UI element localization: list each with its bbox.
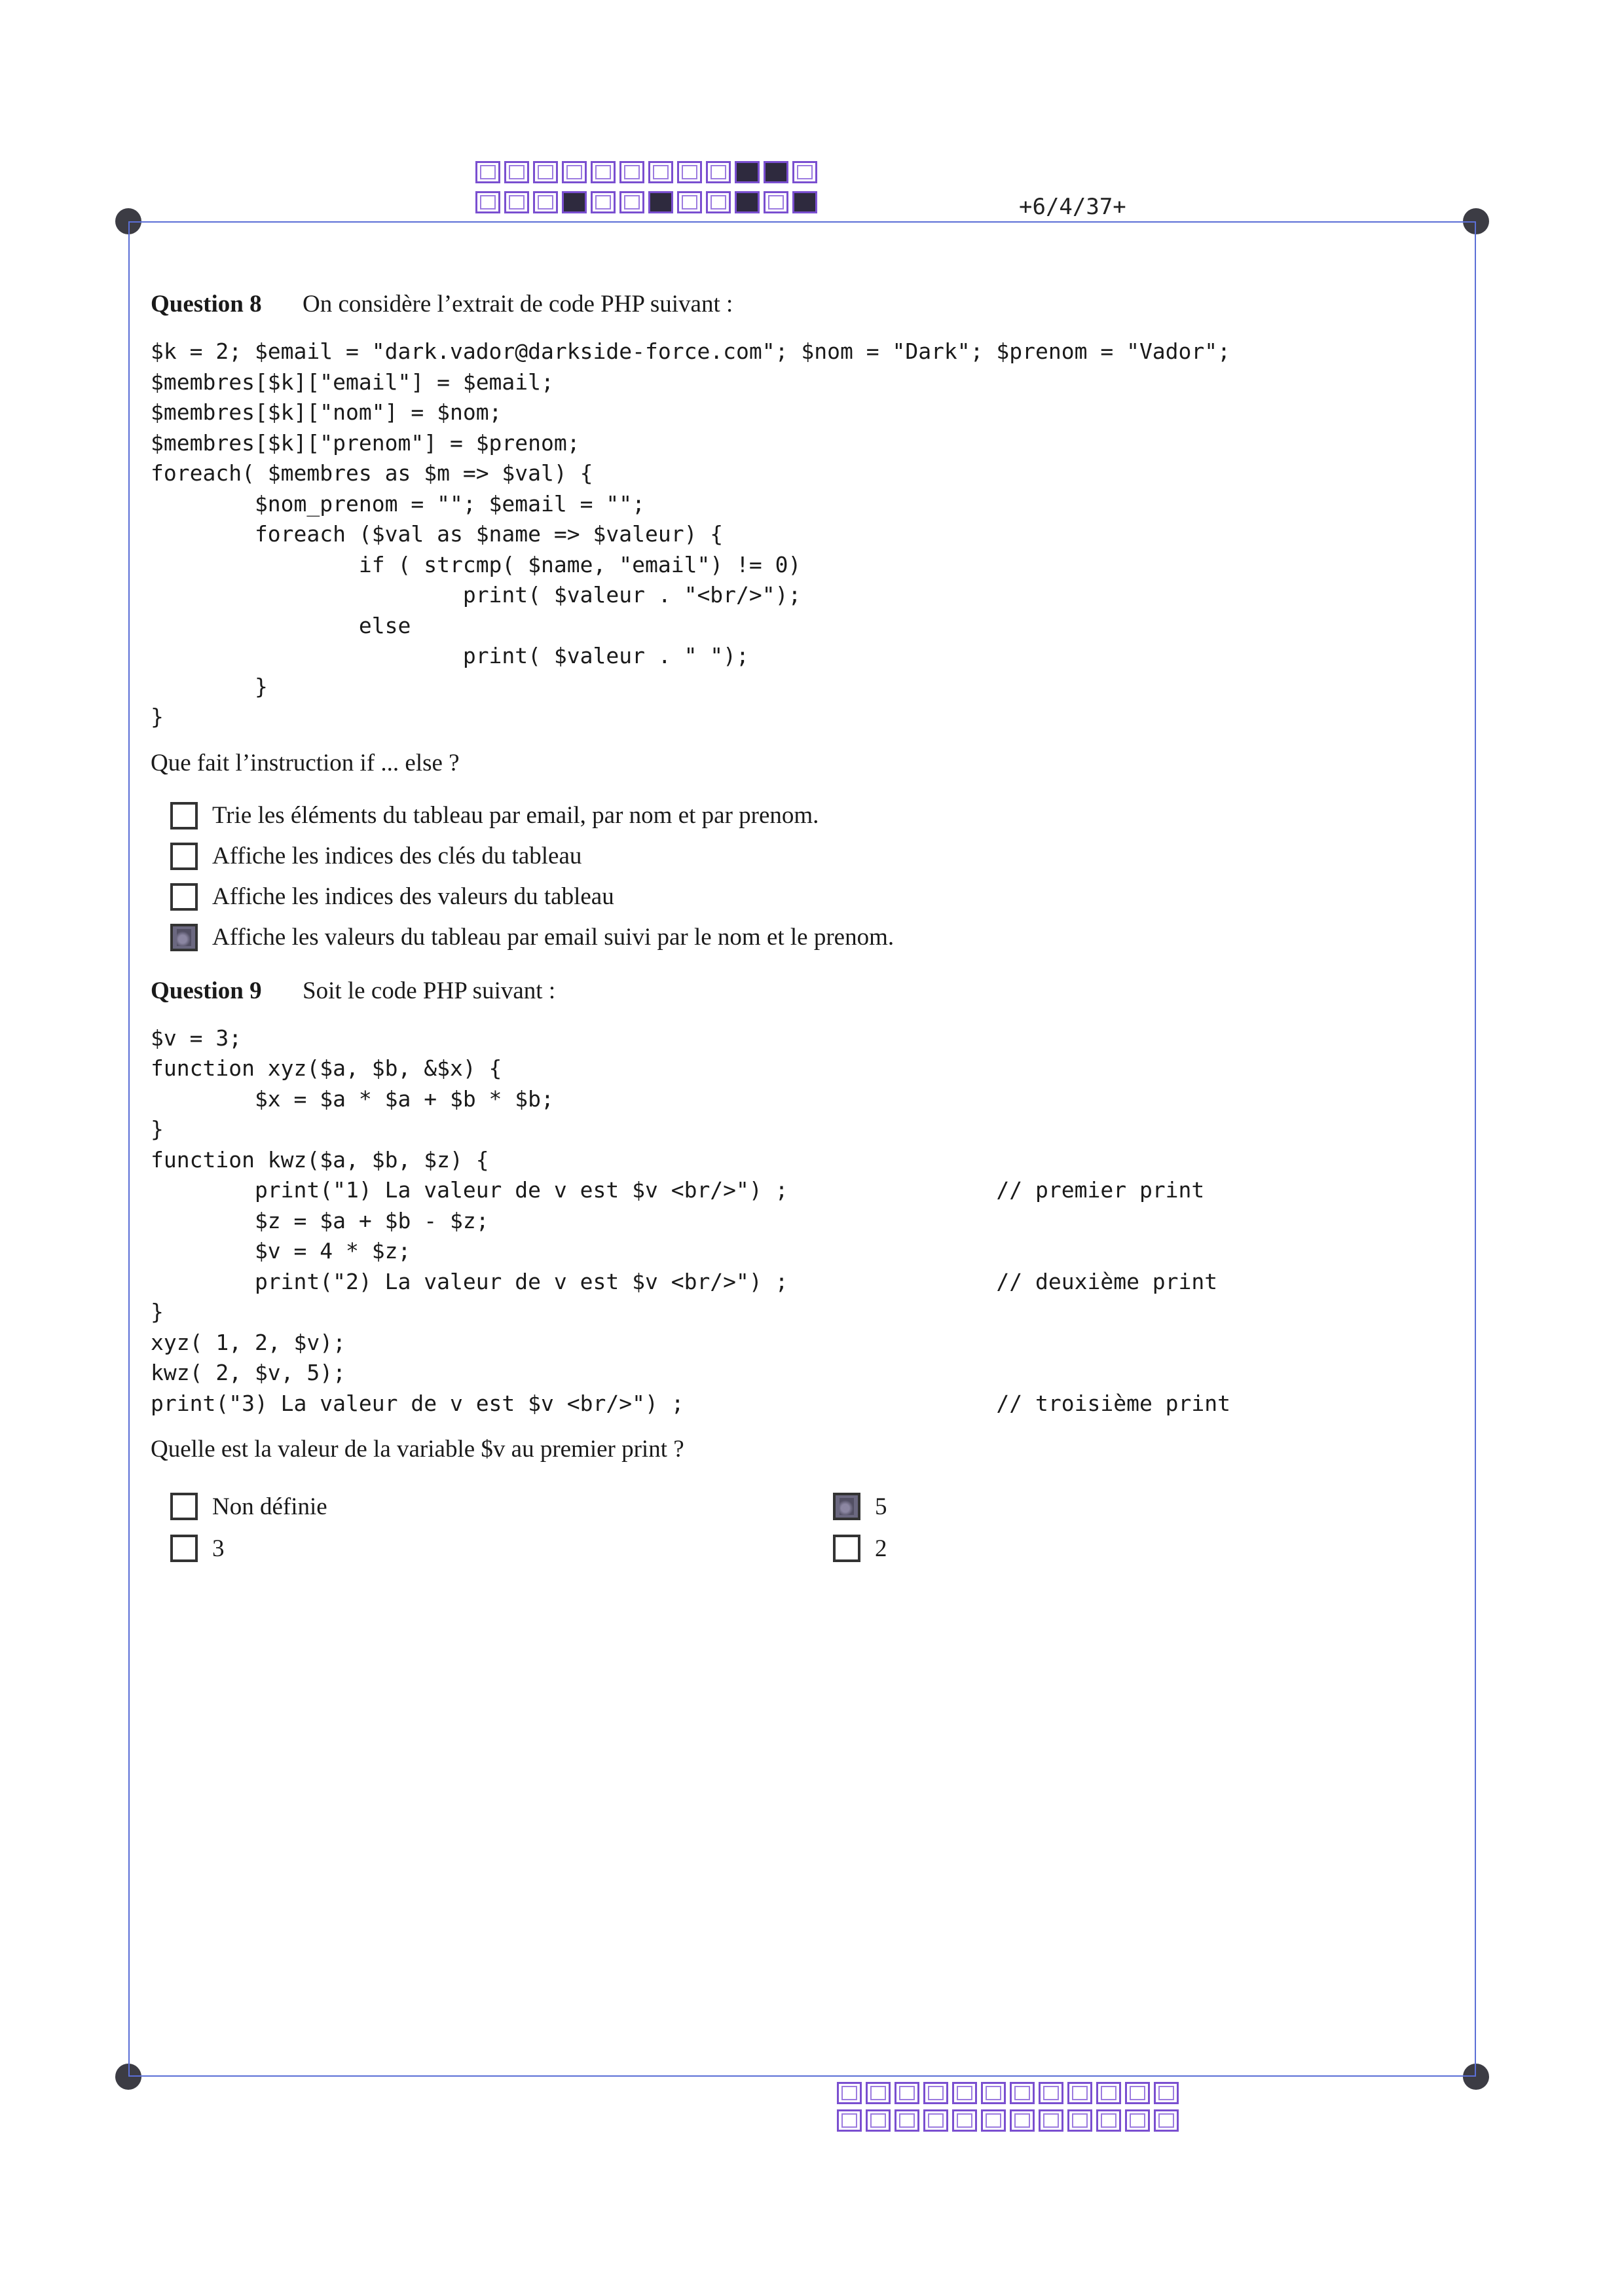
question-9-answers [170, 1485, 1454, 1569]
answer-label: 2 [875, 1535, 887, 1562]
id-code-bottom-row-1 [837, 2082, 1183, 2104]
question-9-label: Question 9 [151, 977, 262, 1004]
question-8-answers [170, 795, 1454, 958]
id-code-top-row-1 [475, 161, 821, 183]
answer-label: Affiche les indices des clés du tableau [212, 843, 582, 869]
question-9-answer-2[interactable] [833, 1485, 1160, 1527]
checkbox[interactable] [170, 1493, 198, 1520]
question-9-code: $v = 3; function xyz($a, $b, &$x) { $x = $a * $a + $b * $b; } function kwz($a, $b, $z) { print("1) La valeur de v est $v <br/>") ; // premier print $z = $a + $b - $z; $v = 4 * $z; print("2) La valeur de v est $v <br/>") ; // deuxième print } xyz( 1, 2, $v); kwz( 2, $v, 5); print("3) La valeur de v est $v <br/>") ; // troisième print [151, 1025, 1231, 1416]
page-content [151, 288, 1454, 1569]
answer-label: Affiche les valeurs du tableau par email suivi par le nom et le prenom. [212, 924, 895, 951]
checkbox[interactable] [170, 1535, 198, 1562]
question-8-label: Question 8 [151, 291, 262, 318]
answer-label: Trie les éléments du tableau par email, par nom et par prenom. [212, 802, 819, 829]
checkbox[interactable] [170, 883, 198, 911]
id-code-top-row-2 [475, 191, 821, 213]
answer-label: 5 [875, 1493, 887, 1520]
question-8-answer-4[interactable] [170, 917, 1454, 958]
question-8-answer-3[interactable] [170, 877, 1454, 917]
question-8-text: Que fait l’instruction if ... else ? [151, 749, 460, 776]
answer-label: 3 [212, 1535, 225, 1562]
checkbox[interactable] [170, 843, 198, 870]
question-8-prompt: On considère l’extrait de code PHP suivant : [303, 291, 733, 318]
checkbox[interactable] [170, 802, 198, 829]
checkbox-checked[interactable] [833, 1493, 860, 1520]
question-9-answer-4[interactable] [833, 1527, 1160, 1569]
answer-label: Affiche les indices des valeurs du tableau [212, 883, 614, 910]
question-9-text: Quelle est la valeur de la variable $v au premier print ? [151, 1436, 684, 1463]
question-9-prompt: Soit le code PHP suivant : [303, 977, 556, 1004]
checkbox-checked[interactable] [170, 924, 198, 951]
answer-label: Non définie [212, 1493, 327, 1520]
question-8-answer-2[interactable] [170, 836, 1454, 877]
question-8-code: $k = 2; $email = "dark.vador@darkside-force.com"; $nom = "Dark"; $prenom = "Vador"; $membres[$k]["email"] = $email; $membres[$k]["nom"] = $nom; $membres[$k]["prenom"] = $prenom; foreach( $membres as $m => $val) { $nom_prenom = ""; $email = ""; foreach ($val as $name => $valeur) { if ( strcmp( $name, "email") != 0) print( $valeur . "<br/>"); else print( $valeur . " "); } } [151, 338, 1231, 729]
question-9-header [151, 975, 1454, 1008]
page-id: +6/4/37+ [1019, 194, 1126, 220]
checkbox[interactable] [833, 1535, 860, 1562]
question-8-header [151, 288, 1454, 321]
id-code-bottom-row-2 [837, 2109, 1183, 2132]
question-9-answer-3[interactable] [170, 1527, 833, 1569]
question-8-answer-1[interactable] [170, 795, 1454, 836]
question-9-answer-1[interactable] [170, 1485, 833, 1527]
